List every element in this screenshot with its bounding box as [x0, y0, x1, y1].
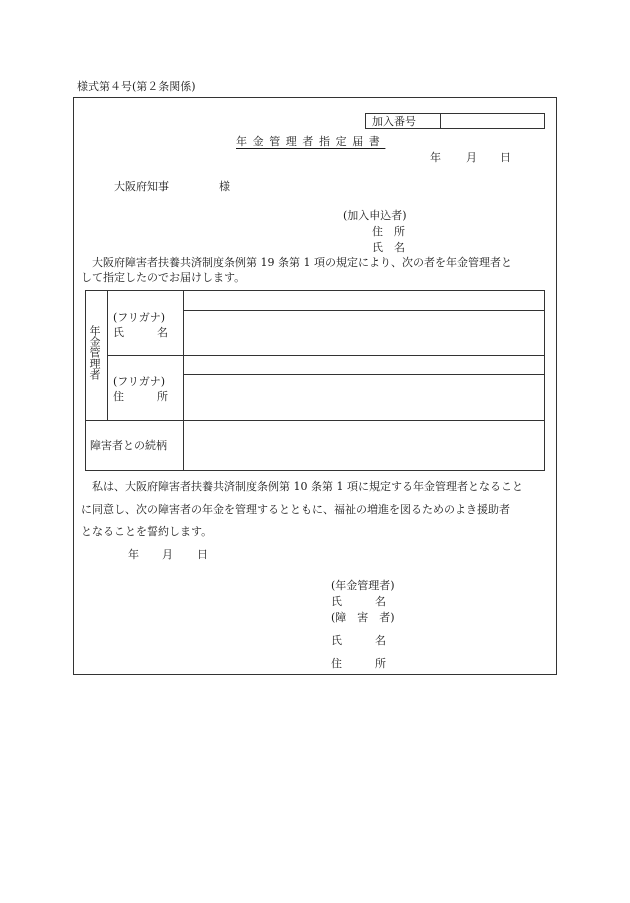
table-border-right [544, 290, 545, 471]
enrollment-number-label: 加入番号 [372, 115, 416, 128]
manager-name-label: 氏 名 [331, 595, 386, 608]
pledge-line-3: となることを誓約します。 [81, 525, 213, 538]
table-line-name-furigana [183, 310, 545, 311]
table-label-divider [183, 290, 184, 471]
disabled-person-heading: (障 害 者) [331, 611, 395, 624]
date-month-label: 月 [466, 151, 477, 164]
pledge-date-month-label: 月 [162, 548, 173, 561]
applicant-name-label: 氏 名 [372, 241, 405, 254]
enrollment-number-field[interactable] [444, 116, 540, 127]
addressee-name: 大阪府知事 [114, 180, 169, 193]
applicant-address-label: 住 所 [372, 225, 405, 238]
manager-heading: (年金管理者) [331, 579, 395, 592]
enrollment-number-divider [440, 114, 441, 128]
disabled-person-address-label: 住 所 [331, 657, 386, 670]
pledge-line-1: 私は、大阪府障害者扶養共済制度条例第 10 条第 1 項に規定する年金管理者となること [81, 480, 523, 493]
disabled-person-name-label: 氏 名 [331, 634, 386, 647]
table-line-relation [85, 420, 545, 421]
table-group-label: 年金管理者 [88, 325, 101, 380]
table-border-bottom [85, 470, 545, 471]
table-line-address-furigana [183, 374, 545, 375]
addressee-honorific: 様 [219, 180, 230, 193]
table-line-name-address [107, 355, 545, 356]
pledge-date-year-label: 年 [128, 548, 139, 561]
name-label: 氏 名 [113, 326, 168, 339]
address-furigana-field[interactable] [185, 357, 543, 373]
name-furigana-label: (フリガナ) [113, 311, 166, 324]
relation-field[interactable] [185, 422, 543, 469]
address-field[interactable] [185, 376, 543, 419]
relation-label: 障害者との続柄 [90, 439, 167, 452]
table-border-top [85, 290, 545, 291]
applicant-heading: (加入申込者) [343, 209, 407, 222]
form-number-label: 様式第４号(第２条関係) [77, 80, 196, 93]
address-label: 住 所 [113, 390, 168, 403]
table-border-left [85, 290, 86, 471]
name-furigana-field[interactable] [185, 292, 543, 309]
address-furigana-label: (フリガナ) [113, 375, 166, 388]
intro-text-line-1: 大阪府障害者扶養共済制度条例第 19 条第 1 項の規定により、次の者を年金管理者と [81, 256, 512, 269]
form-title: 年金管理者指定届書 [236, 135, 386, 148]
enrollment-number-box [365, 113, 545, 129]
pledge-line-2: に同意し、次の障害者の年金を管理するとともに、福祉の増進を図るためのよき援助者 [81, 503, 510, 516]
pledge-date-day-label: 日 [197, 548, 208, 561]
date-year-label: 年 [430, 151, 441, 164]
intro-text-line-2: して指定したのでお届けします。 [81, 271, 246, 284]
date-day-label: 日 [500, 151, 511, 164]
name-field[interactable] [185, 312, 543, 354]
